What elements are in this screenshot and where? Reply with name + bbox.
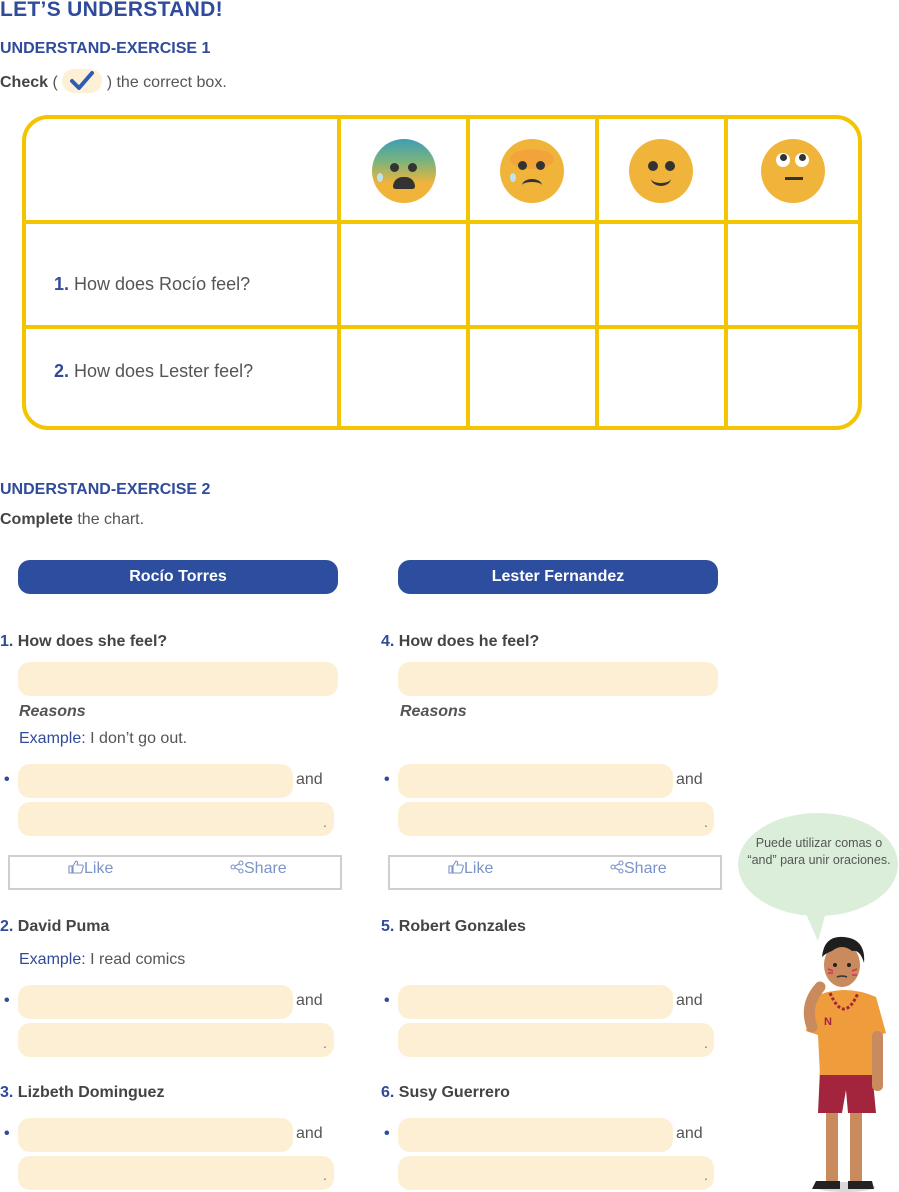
- share-button[interactable]: Share: [230, 860, 287, 878]
- reason-input-david-b[interactable]: [18, 1023, 334, 1057]
- worried-face-icon: [372, 139, 436, 203]
- period: .: [704, 1167, 708, 1183]
- person-5-name: 5. Robert Gonzales: [381, 918, 526, 935]
- person-6-name: 6. Susy Guerrero: [381, 1084, 510, 1101]
- like-button[interactable]: Like: [448, 860, 493, 878]
- period: .: [704, 814, 708, 830]
- table-row-question-2: 2. How does Lester feel?: [54, 361, 254, 381]
- exercise-1-instruction: Check ( ) the correct box.: [0, 71, 227, 95]
- exercise-1-heading: UNDERSTAND-EXERCISE 1: [0, 40, 211, 57]
- share-button[interactable]: Share: [610, 860, 667, 878]
- share-icon: [230, 860, 244, 874]
- feel-answer-input-lester[interactable]: [398, 662, 718, 696]
- exercise-2-instruction: Complete the chart.: [0, 511, 145, 528]
- check-cell-rocio-bored[interactable]: [728, 224, 858, 325]
- checkmark-icon: [62, 69, 102, 93]
- reason-input-lizbeth-a[interactable]: [18, 1118, 293, 1152]
- lester-fernandez-header: Lester Fernandez: [398, 560, 718, 594]
- period: .: [323, 1035, 327, 1051]
- bullet: •: [384, 771, 390, 788]
- reason-input-lizbeth-b[interactable]: [18, 1156, 334, 1190]
- check-cell-lester-sad[interactable]: [470, 329, 595, 424]
- sad-face-icon: [500, 139, 564, 203]
- and-word: and: [676, 992, 703, 1009]
- reasons-label: Reasons: [400, 703, 467, 720]
- example-line: Example: I read comics: [19, 951, 186, 968]
- reason-input-robert-a[interactable]: [398, 985, 673, 1019]
- question-1: 1. How does she feel?: [0, 633, 168, 650]
- social-bar-left: [8, 855, 342, 890]
- boy-illustration: [790, 935, 895, 1192]
- rocio-torres-header: Rocío Torres: [18, 560, 338, 594]
- and-word: and: [676, 1125, 703, 1142]
- check-cell-lester-bored[interactable]: [728, 329, 858, 424]
- bored-face-icon: [761, 139, 825, 203]
- reason-input-lester-a[interactable]: [398, 764, 673, 798]
- bullet: •: [384, 992, 390, 1009]
- svg-text:N: N: [824, 1016, 832, 1028]
- bullet: •: [4, 771, 10, 788]
- check-cell-rocio-worried[interactable]: [341, 224, 466, 325]
- feel-answer-input-rocio[interactable]: [18, 662, 338, 696]
- example-line: Example: I don’t go out.: [19, 730, 188, 747]
- reason-input-rocio-a[interactable]: [18, 764, 293, 798]
- check-cell-rocio-sad[interactable]: [470, 224, 595, 325]
- social-bar-right: [388, 855, 722, 890]
- bullet: •: [384, 1125, 390, 1142]
- share-icon: [610, 860, 624, 874]
- instruction-verb: Check: [0, 74, 49, 92]
- reasons-label: Reasons: [19, 703, 86, 720]
- table-row-question-1: 1. How does Rocío feel?: [54, 274, 251, 294]
- reason-input-david-a[interactable]: [18, 985, 293, 1019]
- reason-input-susy-b[interactable]: [398, 1156, 714, 1190]
- bullet: •: [4, 1125, 10, 1142]
- reason-input-susy-a[interactable]: [398, 1118, 673, 1152]
- period: .: [704, 1035, 708, 1051]
- reason-input-robert-b[interactable]: [398, 1023, 714, 1057]
- bullet: •: [4, 992, 10, 1009]
- person-2-name: 2. David Puma: [0, 918, 110, 935]
- page-title: LET’S UNDERSTAND!: [0, 0, 223, 21]
- thumbs-up-icon: [448, 860, 464, 874]
- check-cell-lester-worried[interactable]: [341, 329, 466, 424]
- period: .: [323, 814, 327, 830]
- and-word: and: [296, 992, 323, 1009]
- person-3-name: 3. Lizbeth Dominguez: [0, 1084, 165, 1101]
- like-button[interactable]: Like: [68, 860, 113, 878]
- reason-input-rocio-b[interactable]: [18, 802, 334, 836]
- check-cell-lester-happy[interactable]: [599, 329, 724, 424]
- happy-face-icon: [629, 139, 693, 203]
- reason-input-lester-b[interactable]: [398, 802, 714, 836]
- exercise-2-heading: UNDERSTAND-EXERCISE 2: [0, 481, 211, 498]
- feelings-check-table: [22, 115, 862, 430]
- and-word: and: [296, 771, 323, 788]
- and-word: and: [296, 1125, 323, 1142]
- period: .: [323, 1167, 327, 1183]
- check-cell-rocio-happy[interactable]: [599, 224, 724, 325]
- tip-text: Puede utilizar comas o “and” para unir oraciones.: [747, 836, 891, 867]
- question-4: 4. How does he feel?: [381, 633, 540, 650]
- and-word: and: [676, 771, 703, 788]
- thumbs-up-icon: [68, 860, 84, 874]
